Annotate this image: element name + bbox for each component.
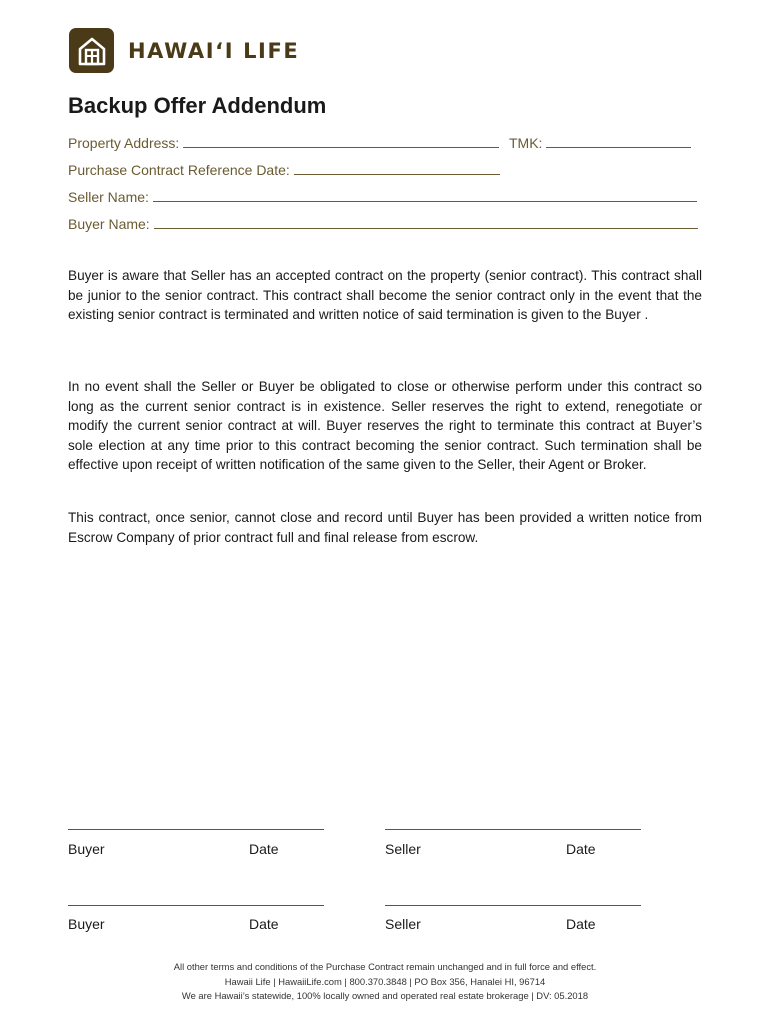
purchase-contract-reference-date-field[interactable] <box>68 160 500 178</box>
property-address-line[interactable] <box>183 133 499 148</box>
footer <box>0 960 770 1004</box>
seller-name-line[interactable] <box>153 187 697 202</box>
seller-signature-line-2[interactable] <box>385 905 641 906</box>
paragraph-senior-contract: Buyer is aware that Seller has an accepted contract on the property (senior contract). This contract shall be junior to the senior contract. This contract shall become the senior contract only in the event that the existing senior contract is terminated and written notice of said termination is given to the Buyer . <box>68 268 702 323</box>
buyer-name-field[interactable] <box>68 214 698 232</box>
buyer-date-label-2: Date <box>249 916 279 932</box>
footer-line-terms: All other terms and conditions of the Purchase Contract remain unchanged and in full force and effect. <box>173 961 597 972</box>
buyer-date-label-1: Date <box>249 841 279 857</box>
seller-date-label-2: Date <box>566 916 596 932</box>
property-address-field[interactable] <box>68 133 499 151</box>
seller-label-2: Seller <box>385 916 421 932</box>
seller-date-label-1: Date <box>566 841 596 857</box>
page-title: Backup Offer Addendum <box>68 93 327 118</box>
brand-name: HAWAIʻI LIFE <box>128 38 300 63</box>
purchase-contract-reference-date-line[interactable] <box>294 160 500 175</box>
tmk-field[interactable] <box>509 133 691 151</box>
seller-name-label: Seller Name: <box>68 189 149 205</box>
tmk-line[interactable] <box>546 133 691 148</box>
buyer-name-line[interactable] <box>154 214 698 229</box>
buyer-label-2: Buyer <box>68 916 105 932</box>
tmk-label: TMK: <box>509 135 543 151</box>
house-icon <box>69 28 114 73</box>
property-address-label: Property Address: <box>68 135 180 151</box>
buyer-signature-line-1[interactable] <box>68 829 324 830</box>
brand-logo <box>69 28 299 73</box>
footer-line-contact: Hawaii Life | HawaiiLife.com | 800.370.3848 | PO Box 356, Hanalei HI, 96714 <box>224 975 546 987</box>
buyer-label-1: Buyer <box>68 841 105 857</box>
buyer-signature-line-2[interactable] <box>68 905 324 906</box>
paragraph-obligations: In no event shall the Seller or Buyer be obligated to close or otherwise perform under this contract so long as the current senior contract is in existence. Seller reserves the right to extend, renegotiate or modify the current senior contract at will. Buyer reserves the right to terminate this contract at Buyer’s sole election at any time prior to this contract becoming the senior contract. Such termination shall be effective upon receipt of written notification of the same given to the Seller, their Agent or Broker. <box>68 379 702 473</box>
buyer-name-label: Buyer Name: <box>68 216 150 232</box>
purchase-contract-reference-date-label: Purchase Contract Reference Date: <box>68 162 290 178</box>
footer-line-about: We are Hawaii’s statewide, 100% locally owned and operated real estate brokerage | DV: 05.2018 <box>181 990 589 1001</box>
seller-name-field[interactable] <box>68 187 697 205</box>
paragraph-escrow: This contract, once senior, cannot close and record until Buyer has been provided a written notice from Escrow Company of prior contract full and final release from escrow. <box>68 510 702 545</box>
seller-signature-line-1[interactable] <box>385 829 641 830</box>
seller-label-1: Seller <box>385 841 421 857</box>
